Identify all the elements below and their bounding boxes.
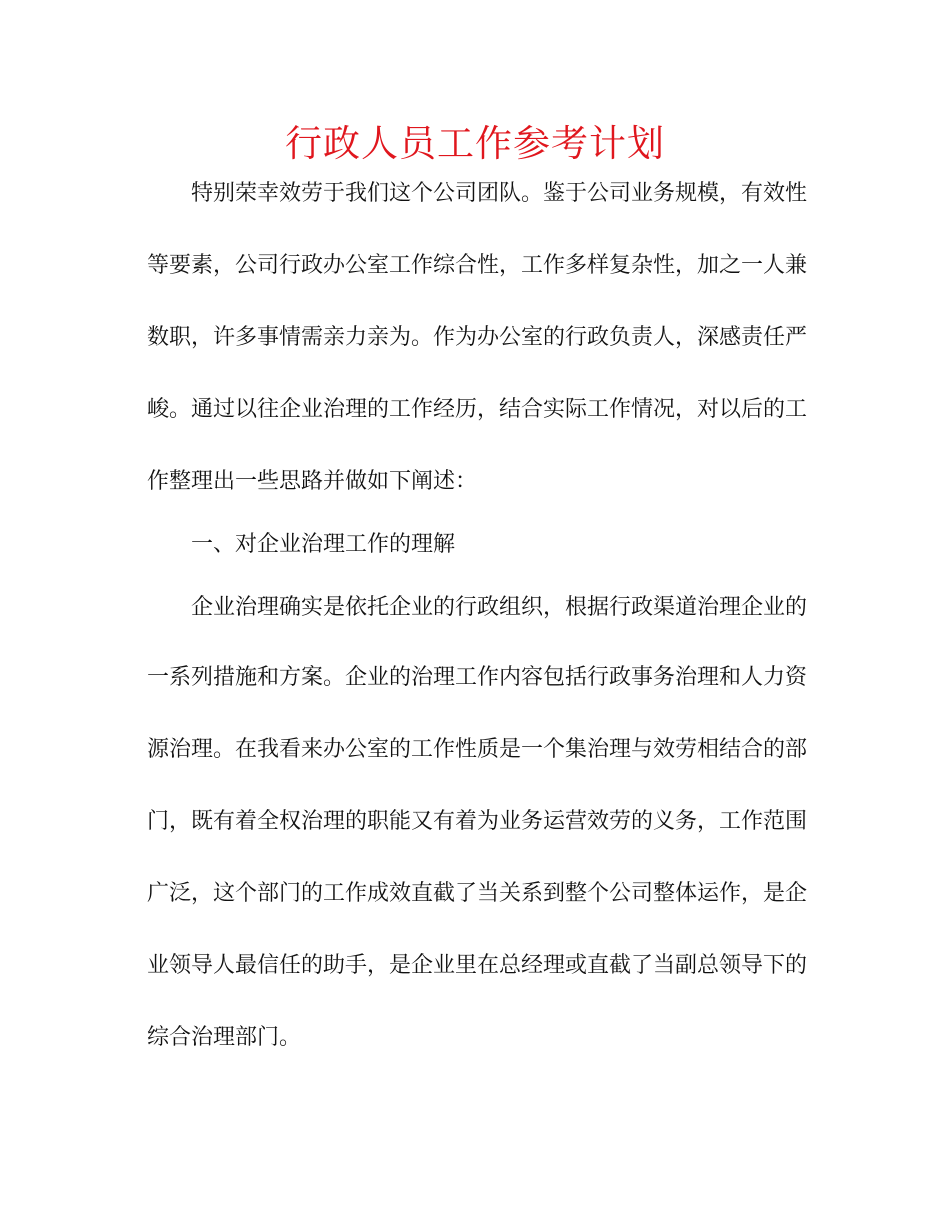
paragraph-line: 特别荣幸效劳于我们这个公司团队。鉴于公司业务规模，有效性: [191, 181, 808, 206]
paragraph-line: 企业治理确实是依托企业的行政组织，根据行政渠道治理企业的: [191, 595, 808, 620]
paragraph-line: 等要素，公司行政办公室工作综合性，工作多样复杂性，加之一人兼: [147, 253, 808, 278]
paragraph-line: 一系列措施和方案。企业的治理工作内容包括行政事务治理和人力资: [147, 665, 808, 690]
paragraph-line: 广泛，这个部门的工作成效直截了当关系到整个公司整体运作，是企: [147, 881, 808, 906]
section-heading: 一、对企业治理工作的理解: [191, 532, 456, 557]
paragraph-line: 源治理。在我看来办公室的工作性质是一个集治理与效劳相结合的部: [147, 737, 808, 762]
paragraph-line: 作整理出一些思路并做如下阐述：: [147, 469, 478, 494]
paragraph-line: 业领导人最信任的助手，是企业里在总经理或直截了当副总领导下的: [147, 953, 808, 978]
paragraph-line: 门，既有着全权治理的职能又有着为业务运营效劳的义务，工作范围: [147, 809, 808, 834]
document-title: 行政人员工作参考计划: [285, 122, 665, 165]
paragraph-line: 综合治理部门。: [147, 1025, 302, 1050]
paragraph-line: 数职，许多事情需亲力亲为。作为办公室的行政负责人，深感责任严: [147, 325, 808, 350]
paragraph-line: 峻。通过以往企业治理的工作经历，结合实际工作情况，对以后的工: [147, 397, 808, 422]
